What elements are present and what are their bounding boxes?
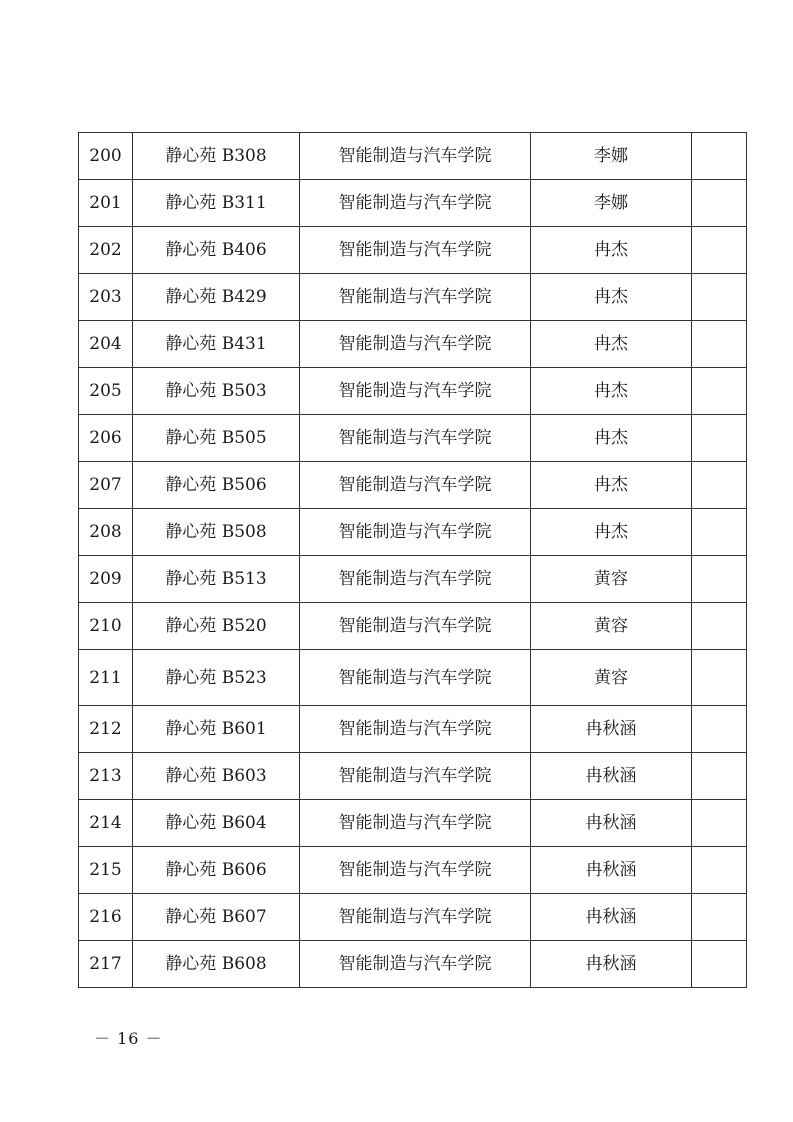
remark-cell (692, 650, 747, 706)
person-cell: 冉杰 (531, 321, 692, 368)
room-cell: 静心苑 B603 (133, 753, 300, 800)
remark-cell (692, 894, 747, 941)
person-cell: 黄容 (531, 650, 692, 706)
remark-cell (692, 227, 747, 274)
college-cell: 智能制造与汽车学院 (300, 509, 531, 556)
college-cell: 智能制造与汽车学院 (300, 706, 531, 753)
college-cell: 智能制造与汽车学院 (300, 650, 531, 706)
room-cell: 静心苑 B431 (133, 321, 300, 368)
person-cell: 冉杰 (531, 368, 692, 415)
college-cell: 智能制造与汽车学院 (300, 556, 531, 603)
row-number-cell: 209 (79, 556, 133, 603)
row-number-cell: 210 (79, 603, 133, 650)
person-cell: 冉杰 (531, 509, 692, 556)
remark-cell (692, 800, 747, 847)
person-cell: 黄容 (531, 556, 692, 603)
table-row (79, 847, 747, 894)
table-row (79, 753, 747, 800)
room-cell: 静心苑 B505 (133, 415, 300, 462)
person-cell: 李娜 (531, 180, 692, 227)
room-cell: 静心苑 B606 (133, 847, 300, 894)
college-cell: 智能制造与汽车学院 (300, 847, 531, 894)
remark-cell (692, 753, 747, 800)
person-cell: 冉秋涵 (531, 800, 692, 847)
room-cell: 静心苑 B513 (133, 556, 300, 603)
college-cell: 智能制造与汽车学院 (300, 274, 531, 321)
row-number-cell: 205 (79, 368, 133, 415)
table-row (79, 133, 747, 180)
person-cell: 冉秋涵 (531, 894, 692, 941)
remark-cell (692, 706, 747, 753)
remark-cell (692, 847, 747, 894)
college-cell: 智能制造与汽车学院 (300, 180, 531, 227)
table-row (79, 509, 747, 556)
row-number-cell: 206 (79, 415, 133, 462)
person-cell: 黄容 (531, 603, 692, 650)
table-row (79, 603, 747, 650)
table-row (79, 894, 747, 941)
table-row (79, 462, 747, 509)
college-cell: 智能制造与汽车学院 (300, 941, 531, 988)
college-cell: 智能制造与汽车学院 (300, 227, 531, 274)
room-cell: 静心苑 B311 (133, 180, 300, 227)
row-number-cell: 215 (79, 847, 133, 894)
row-number-cell: 214 (79, 800, 133, 847)
room-cell: 静心苑 B308 (133, 133, 300, 180)
college-cell: 智能制造与汽车学院 (300, 462, 531, 509)
room-cell: 静心苑 B601 (133, 706, 300, 753)
person-cell: 冉秋涵 (531, 847, 692, 894)
room-cell: 静心苑 B506 (133, 462, 300, 509)
table-row (79, 415, 747, 462)
college-cell: 智能制造与汽车学院 (300, 753, 531, 800)
table-row (79, 274, 747, 321)
remark-cell (692, 368, 747, 415)
table-row (79, 650, 747, 706)
person-cell: 李娜 (531, 133, 692, 180)
remark-cell (692, 941, 747, 988)
room-cell: 静心苑 B508 (133, 509, 300, 556)
row-number-cell: 203 (79, 274, 133, 321)
room-cell: 静心苑 B608 (133, 941, 300, 988)
row-number-cell: 204 (79, 321, 133, 368)
room-cell: 静心苑 B429 (133, 274, 300, 321)
row-number-cell: 200 (79, 133, 133, 180)
college-cell: 智能制造与汽车学院 (300, 133, 531, 180)
remark-cell (692, 462, 747, 509)
table-row (79, 180, 747, 227)
person-cell: 冉杰 (531, 274, 692, 321)
table-row (79, 368, 747, 415)
remark-cell (692, 509, 747, 556)
college-cell: 智能制造与汽车学院 (300, 368, 531, 415)
college-cell: 智能制造与汽车学院 (300, 415, 531, 462)
room-cell: 静心苑 B523 (133, 650, 300, 706)
room-cell: 静心苑 B503 (133, 368, 300, 415)
person-cell: 冉杰 (531, 462, 692, 509)
table-row (79, 556, 747, 603)
row-number-cell: 211 (79, 650, 133, 706)
row-number-cell: 213 (79, 753, 133, 800)
room-cell: 静心苑 B520 (133, 603, 300, 650)
room-cell: 静心苑 B607 (133, 894, 300, 941)
page-number: － 16 － (94, 1029, 163, 1048)
remark-cell (692, 180, 747, 227)
table-row (79, 227, 747, 274)
table-body (79, 133, 747, 988)
row-number-cell: 208 (79, 509, 133, 556)
row-number-cell: 212 (79, 706, 133, 753)
college-cell: 智能制造与汽车学院 (300, 321, 531, 368)
remark-cell (692, 603, 747, 650)
person-cell: 冉秋涵 (531, 941, 692, 988)
college-cell: 智能制造与汽车学院 (300, 603, 531, 650)
row-number-cell: 202 (79, 227, 133, 274)
college-cell: 智能制造与汽车学院 (300, 894, 531, 941)
row-number-cell: 207 (79, 462, 133, 509)
table-row (79, 706, 747, 753)
remark-cell (692, 133, 747, 180)
table-row (79, 941, 747, 988)
remark-cell (692, 274, 747, 321)
person-cell: 冉秋涵 (531, 753, 692, 800)
remark-cell (692, 321, 747, 368)
room-cell: 静心苑 B604 (133, 800, 300, 847)
college-cell: 智能制造与汽车学院 (300, 800, 531, 847)
person-cell: 冉杰 (531, 227, 692, 274)
remark-cell (692, 556, 747, 603)
room-cell: 静心苑 B406 (133, 227, 300, 274)
table-row (79, 321, 747, 368)
dormitory-table (78, 132, 747, 988)
row-number-cell: 216 (79, 894, 133, 941)
person-cell: 冉杰 (531, 415, 692, 462)
remark-cell (692, 415, 747, 462)
row-number-cell: 201 (79, 180, 133, 227)
table-row (79, 800, 747, 847)
person-cell: 冉秋涵 (531, 706, 692, 753)
row-number-cell: 217 (79, 941, 133, 988)
